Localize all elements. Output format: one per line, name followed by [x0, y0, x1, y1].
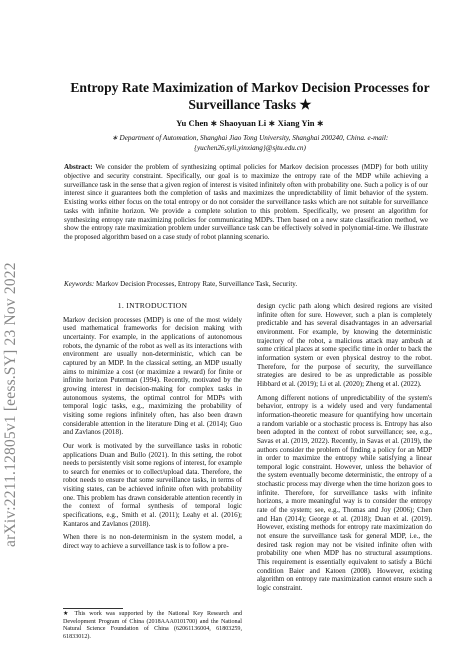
paper-authors: Yu Chen ∗ Shaoyuan Li ∗ Xiang Yin ∗	[176, 118, 324, 128]
keywords-block	[64, 280, 428, 289]
abstract-label: Abstract:	[64, 163, 93, 171]
paragraph: Our work is motivated by the surveillance tasks in robotic applications Duan and Bullo (2021). In this setting, the robot needs to persistently visit some regions of interest, for example to search for enemies or to collect/upload data. Therefore, the robot needs to ensure that some surveillance tasks, in terms of visiting states, can be achieved infinite often with probability one. This problem has drawn considerable attention recently in the context of formal synthesis of temporal logic specifications, e.g., Smith et al. (2011); Leahy et al. (2016); Kantaros and Zavlanos (2018).	[63, 441, 242, 528]
paragraph: When there is no non-determinism in the system model, a direct way to achieve a surveillance task is to follow a pre-	[63, 533, 242, 551]
footnote: ★ This work was supported by the National Key Research and Development Program of China (2018AAA0101700) and the National Natural Science Foundation of China (62061136004, 61803259, 61833012).	[63, 611, 242, 640]
abstract-text: We consider the problem of synthesizing optimal policies for Markov decision processes (MDP) for both utility objective and security constraint. Specifically, our goal is to maximize the entropy rate of the MDP while achieving a surveillance task in the sense that a given region of interest is visited infinitely often with probability one. Such a policy is of our interest since it guarantees both the completion of tasks and maximizes the unpredictability of limit behavior of the system. Existing works either focus on the total entropy or do not consider the surveillance tasks which are not suitable for surveillance tasks with infinite horizon. We provide a complete solution to this problem. Specifically, we present an algorithm for synthesizing entropy rate maximizing policies for communicating MDPs. Then based on a new state classification method, we show the entropy rate maximization problem under surveillance task can be effectively solved in polynomial-time. We illustrate the proposed algorithm based on a case study of robot planning scenario.	[64, 163, 428, 241]
left-column	[63, 302, 242, 551]
paragraph: Among different notions of unpredictability of the system's behavior, entropy is a widely used and very fundamental information-theoretic measure for quantifying how uncertain a random variable or a stochastic process is. Entropy has also been adopted in the context of robot surveillance; see, e.g., Savas et al. (2019, 2022). Recently, in Savas et al. (2019), the authors consider the problem of finding a policy for an MDP in order to maximize the entropy while satisfying a linear temporal logic constraint. However, unless the behavior of the system eventually become deterministic, the entropy of a stochastic process may diverge when the time horizon goes to infinite. Therefore, for surveillance tasks with infinite horizons, a more meaningful way is to consider the entropy rate of the system; see, e.g., Thomas and Joy (2006); Chen and Han (2014); George et al. (2018); Duan et al. (2019). However, existing methods for entropy rate maximization do not ensure the surveillance task for general MDP, i.e., the desired task region may not be visited infinite often with probability one when MDP has no structural assumptions. This requirement is essentially equivalent to satisfy a Büchi condition Baier and Katoen (2008). However, existing algorithm on entropy rate maximization cannot ensure such a logic constraint.	[257, 393, 432, 592]
section-heading: 1. INTRODUCTION	[117, 301, 188, 310]
paragraph: design cyclic path along which desired regions are visited infinite often for sure. However, such a plan is completely predictable and has several disadvantages in an adversarial environment. For example, by knowing the deterministic trajectory of the robot, a malicious attack may ambush at some critical places at some specific time in order to back the information system or even physical destroy to the robot. Therefore, for the purpose of security, the surveillance strategies are desired to be as unpredictable as possible Hibbard et al. (2019); Li et al. (2020); Zheng et al. (2022).	[257, 302, 432, 388]
paper-title: Entropy Rate Maximization of Markov Decision Processes for Surveillance Tasks ★	[70, 80, 430, 112]
footnote-rule	[63, 608, 123, 609]
paper-affiliation: ∗ Department of Automation, Shanghai Jiao Tong University, Shanghai 200240, China. e-mail: {yuchen26,syli,yinxiang}@sjtu.edu.cn)	[111, 134, 389, 152]
arxiv-sidebar-stamp: arXiv:2211.12805v1 [eess.SY] 23 Nov 2022	[2, 262, 19, 548]
keywords-text: Markov Decision Processes, Entropy Rate, Surveillance Task, Security.	[96, 280, 298, 288]
paragraph: Markov decision processes (MDP) is one of the most widely used mathematical frameworks for decision making with uncertainty. For example, in the applications of autonomous robots, the dynamic of the robot as well as its interactions with environment are usually non-deterministic, which can be captured by an MDP. In the classical setting, an MDP usually aims to minimize a cost (or maximize a reward) for finite or infinite horizon Puterman (1994). Recently, motivated by the growing interest in decision-making for complex tasks in autonomous systems, the optimal control for MDPs with temporal logic tasks, e.g., maximizing the probability of visiting some regions infinitely often, has also been drawn considerable attention in the literature Ding et al. (2014); Guo and Zavlanos (2018).	[63, 315, 242, 437]
abstract-block	[64, 163, 428, 242]
keywords-label: Keywords:	[64, 280, 95, 288]
right-column	[257, 302, 432, 593]
